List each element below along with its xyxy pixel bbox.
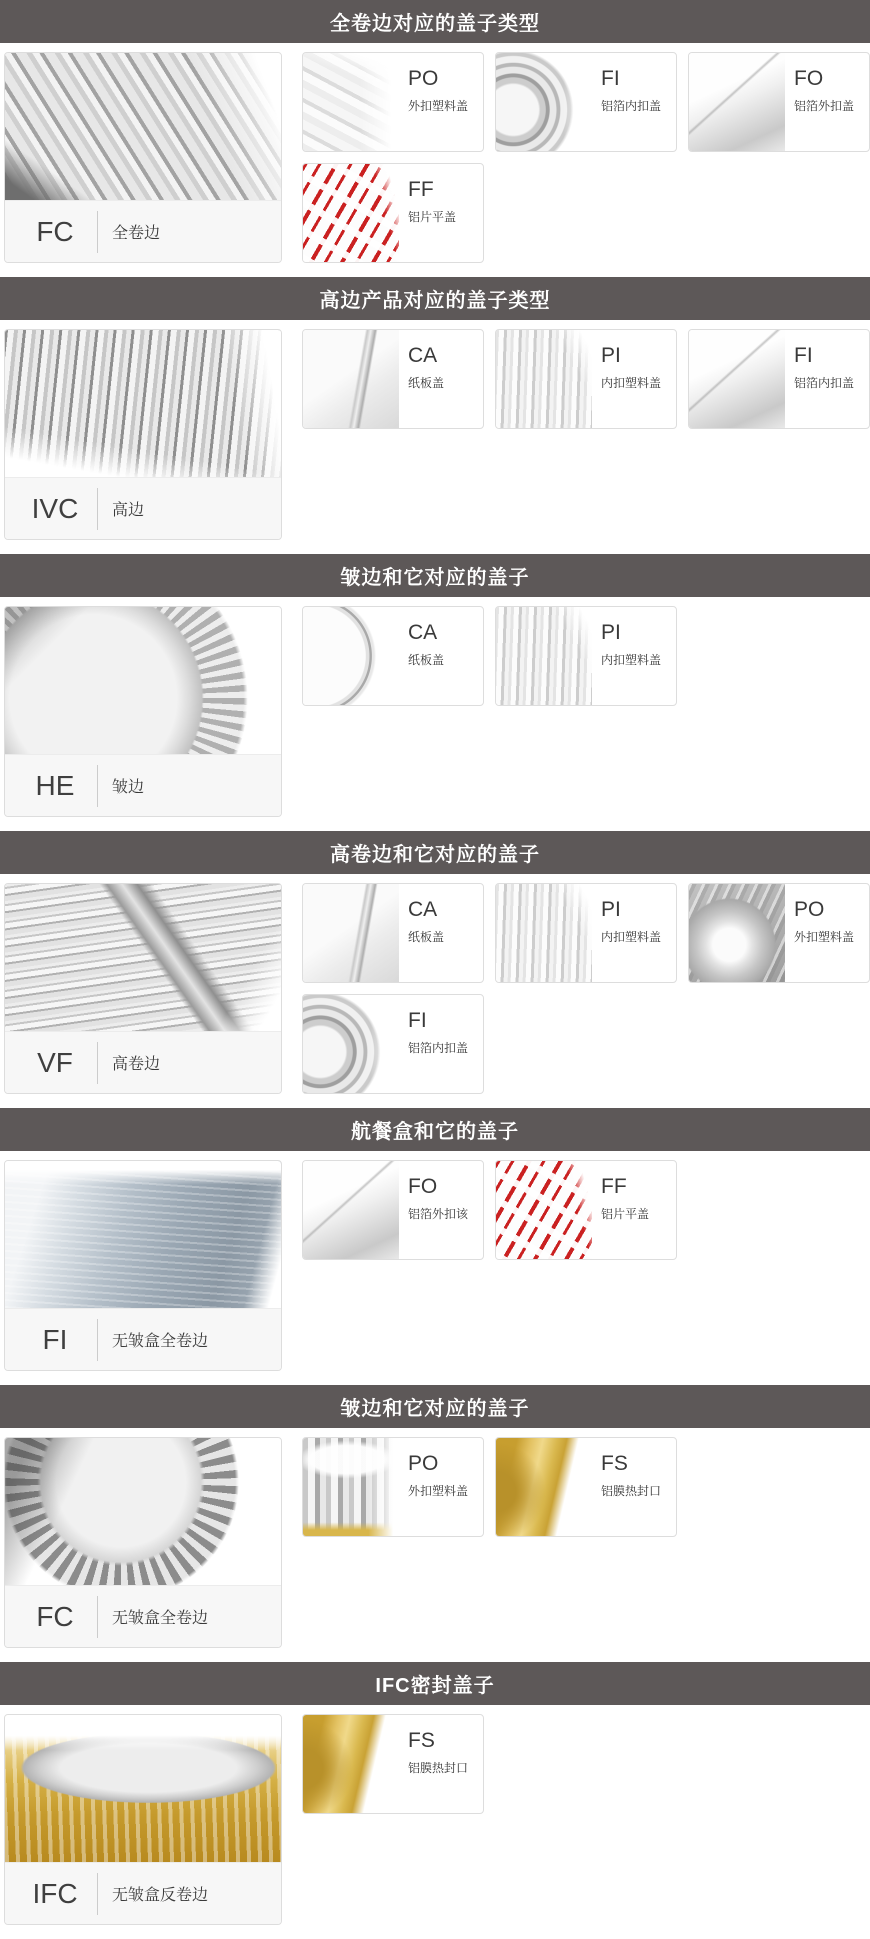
- lid-card-fs[interactable]: [495, 1437, 677, 1537]
- product-label-bar: [5, 1308, 281, 1370]
- lid-text: [592, 607, 661, 705]
- section-header-bar: [0, 1385, 870, 1428]
- section-body: [4, 1714, 870, 1925]
- lid-card-pi[interactable]: [495, 883, 677, 983]
- foil-dome-gray-lid-photo: [689, 884, 785, 982]
- lid-list: [302, 1437, 870, 1648]
- product-label-bar: [5, 1862, 281, 1924]
- foil-round-lid-photo: [303, 995, 399, 1093]
- lid-list: [302, 606, 870, 817]
- lid-description: 纸板盖: [408, 653, 445, 667]
- lid-code: PO: [408, 1452, 439, 1475]
- lid-list: [302, 883, 870, 1094]
- product-code: FC: [36, 1600, 74, 1632]
- lid-card-ff[interactable]: [302, 163, 484, 263]
- section-body: [4, 1160, 870, 1371]
- lid-description: 纸板盖: [408, 376, 445, 390]
- product-label-bar: [5, 1585, 281, 1647]
- section-body: [4, 1437, 870, 1648]
- product-card-vf[interactable]: [4, 883, 282, 1094]
- section-title: 全卷边对应的盖子类型: [330, 13, 540, 35]
- section: [0, 0, 870, 263]
- section-body: [4, 52, 870, 263]
- lid-code: FI: [794, 344, 813, 367]
- lid-code: FS: [408, 1729, 435, 1752]
- foil-smooth-lid-photo: [689, 330, 785, 428]
- lid-text: [399, 995, 468, 1093]
- lid-description: 内扣塑料盖: [601, 376, 662, 390]
- product-description: 皱边: [112, 779, 145, 796]
- lid-code: PI: [601, 898, 621, 921]
- product-card-ivc[interactable]: [4, 329, 282, 540]
- lid-code: PI: [601, 621, 621, 644]
- product-label-bar: [5, 200, 281, 262]
- foil-corner-product-photo: [5, 53, 281, 200]
- lid-code: FI: [408, 1009, 427, 1032]
- section-header-bar: [0, 831, 870, 874]
- lid-code: PI: [601, 344, 621, 367]
- lid-description: 铝膜热封口: [601, 1484, 662, 1498]
- flute-cup-lid-photo: [303, 1438, 399, 1536]
- plastic-ribs-lid-photo: [496, 330, 592, 428]
- board-round-lid-photo: [303, 607, 399, 705]
- board-corner-lid-photo: [303, 884, 399, 982]
- lid-description: 铝箔内扣盖: [794, 376, 855, 390]
- lid-text: [399, 164, 456, 262]
- lid-code: FO: [408, 1175, 438, 1198]
- lid-description: 内扣塑料盖: [601, 653, 662, 667]
- section-body: [4, 329, 870, 540]
- lid-card-pi[interactable]: [495, 329, 677, 429]
- lid-card-po[interactable]: [302, 1437, 484, 1537]
- label-divider: [97, 1873, 98, 1915]
- product-card-he[interactable]: [4, 606, 282, 817]
- label-divider: [97, 1319, 98, 1361]
- lid-text: [592, 53, 661, 151]
- lid-description: 铝箔内扣盖: [408, 1041, 469, 1055]
- lid-text: [399, 1438, 468, 1536]
- section: [0, 1385, 870, 1648]
- foil-round-lid-photo: [496, 53, 592, 151]
- lid-text: [399, 607, 444, 705]
- product-code: VF: [37, 1046, 73, 1078]
- lid-code: CA: [408, 621, 438, 644]
- lid-description: 铝箔外扣盖: [794, 99, 855, 113]
- plastic-ribs-lid-photo: [496, 607, 592, 705]
- lid-card-po[interactable]: [688, 883, 870, 983]
- red-dash-lid-photo: [303, 164, 399, 262]
- product-card-ifc[interactable]: [4, 1714, 282, 1925]
- lid-code: FS: [601, 1452, 628, 1475]
- lid-code: FI: [601, 67, 620, 90]
- product-code: FI: [42, 1323, 68, 1355]
- lid-card-fi[interactable]: [302, 994, 484, 1094]
- label-divider: [97, 1042, 98, 1084]
- lid-description: 铝片平盖: [601, 1207, 650, 1221]
- product-label-bar: [5, 477, 281, 539]
- airline-product-photo: [5, 1161, 281, 1308]
- label-divider: [97, 211, 98, 253]
- lid-card-fs[interactable]: [302, 1714, 484, 1814]
- lid-text: [399, 1161, 468, 1259]
- lid-text: [785, 330, 854, 428]
- smooth-round-product-photo: [5, 1438, 281, 1585]
- lid-text: [592, 330, 661, 428]
- lid-card-ca[interactable]: [302, 329, 484, 429]
- section-title: 高边产品对应的盖子类型: [319, 290, 551, 312]
- lid-description: 外扣塑料盖: [408, 1484, 469, 1498]
- lid-card-fo[interactable]: [302, 1160, 484, 1260]
- product-label-bar: [5, 754, 281, 816]
- lid-card-po[interactable]: [302, 52, 484, 152]
- lid-text: [785, 53, 854, 151]
- lid-description: 铝片平盖: [408, 210, 457, 224]
- product-code: IVC: [31, 492, 79, 524]
- label-divider: [97, 1596, 98, 1638]
- product-description: 无皱盒反卷边: [112, 1887, 209, 1904]
- section-title: 皱边和它对应的盖子: [340, 1398, 530, 1420]
- section-title: IFC密封盖子: [375, 1675, 495, 1697]
- lid-description: 铝膜热封口: [408, 1761, 469, 1775]
- lid-code: FO: [794, 67, 824, 90]
- lid-description: 铝箔内扣盖: [601, 99, 662, 113]
- section-title: 航餐盒和它的盖子: [351, 1121, 519, 1143]
- lid-list: [302, 52, 870, 263]
- foil-smooth-lid-photo: [303, 1161, 399, 1259]
- lid-description: 外扣塑料盖: [794, 930, 855, 944]
- lid-text: [592, 1438, 661, 1536]
- lid-text: [785, 884, 854, 982]
- section-title: 高卷边和它对应的盖子: [330, 844, 540, 866]
- round-pan-product-photo: [5, 607, 281, 754]
- product-card-fi[interactable]: [4, 1160, 282, 1371]
- product-card-fc[interactable]: [4, 1437, 282, 1648]
- label-divider: [97, 765, 98, 807]
- lid-description: 纸板盖: [408, 930, 445, 944]
- lid-card-ca[interactable]: [302, 606, 484, 706]
- product-card-fc[interactable]: [4, 52, 282, 263]
- lid-description: 内扣塑料盖: [601, 930, 662, 944]
- section-body: [4, 883, 870, 1094]
- lid-description: 外扣塑料盖: [408, 99, 469, 113]
- lid-list: [302, 1160, 870, 1371]
- lid-code: PO: [794, 898, 825, 921]
- section: [0, 1662, 870, 1925]
- lid-text: [399, 53, 468, 151]
- product-description: 无皱盒全卷边: [112, 1333, 209, 1350]
- lid-code: PO: [408, 67, 439, 90]
- lid-code: FF: [408, 178, 434, 201]
- product-label-bar: [5, 1031, 281, 1093]
- lid-code: CA: [408, 898, 438, 921]
- plastic-ribs-lid-photo: [496, 884, 592, 982]
- lid-card-ff[interactable]: [495, 1160, 677, 1260]
- product-code: HE: [35, 769, 75, 801]
- product-description: 全卷边: [112, 225, 161, 242]
- foil-smooth-lid-photo: [689, 53, 785, 151]
- lid-card-fi[interactable]: [495, 52, 677, 152]
- lid-list: [302, 1714, 870, 1925]
- plastic-diag-lid-photo: [303, 53, 399, 151]
- lid-card-ca[interactable]: [302, 883, 484, 983]
- lid-description: 铝箔外扣该: [408, 1207, 469, 1221]
- foil-streak-product-photo: [5, 884, 281, 1031]
- lid-card-fi[interactable]: [688, 329, 870, 429]
- red-dash-lid-photo: [496, 1161, 592, 1259]
- section-title: 皱边和它对应的盖子: [340, 567, 530, 589]
- lid-card-pi[interactable]: [495, 606, 677, 706]
- product-description: 高边: [112, 502, 145, 519]
- section: [0, 277, 870, 540]
- section-header-bar: [0, 0, 870, 43]
- section-header-bar: [0, 1662, 870, 1705]
- board-corner-lid-photo: [303, 330, 399, 428]
- product-description: 高卷边: [112, 1056, 161, 1073]
- lid-code: FF: [601, 1175, 627, 1198]
- section: [0, 554, 870, 817]
- product-code: FC: [36, 215, 74, 247]
- lid-list: [302, 329, 870, 540]
- lid-card-fo[interactable]: [688, 52, 870, 152]
- section: [0, 1108, 870, 1371]
- gold-cup-product-photo: [5, 1715, 281, 1862]
- product-description: 无皱盒全卷边: [112, 1610, 209, 1627]
- section-header-bar: [0, 277, 870, 320]
- section-body: [4, 606, 870, 817]
- product-code: IFC: [32, 1877, 78, 1909]
- ribbed-product-photo: [5, 330, 281, 477]
- lid-text: [592, 1161, 649, 1259]
- lid-text: [399, 884, 444, 982]
- section-header-bar: [0, 1108, 870, 1151]
- lid-code: CA: [408, 344, 438, 367]
- lid-text: [592, 884, 661, 982]
- section: [0, 831, 870, 1094]
- lid-text: [399, 330, 444, 428]
- gold-seal-lid-photo: [303, 1715, 399, 1813]
- lid-text: [399, 1715, 468, 1813]
- label-divider: [97, 488, 98, 530]
- gold-seal-lid-photo: [496, 1438, 592, 1536]
- section-header-bar: [0, 554, 870, 597]
